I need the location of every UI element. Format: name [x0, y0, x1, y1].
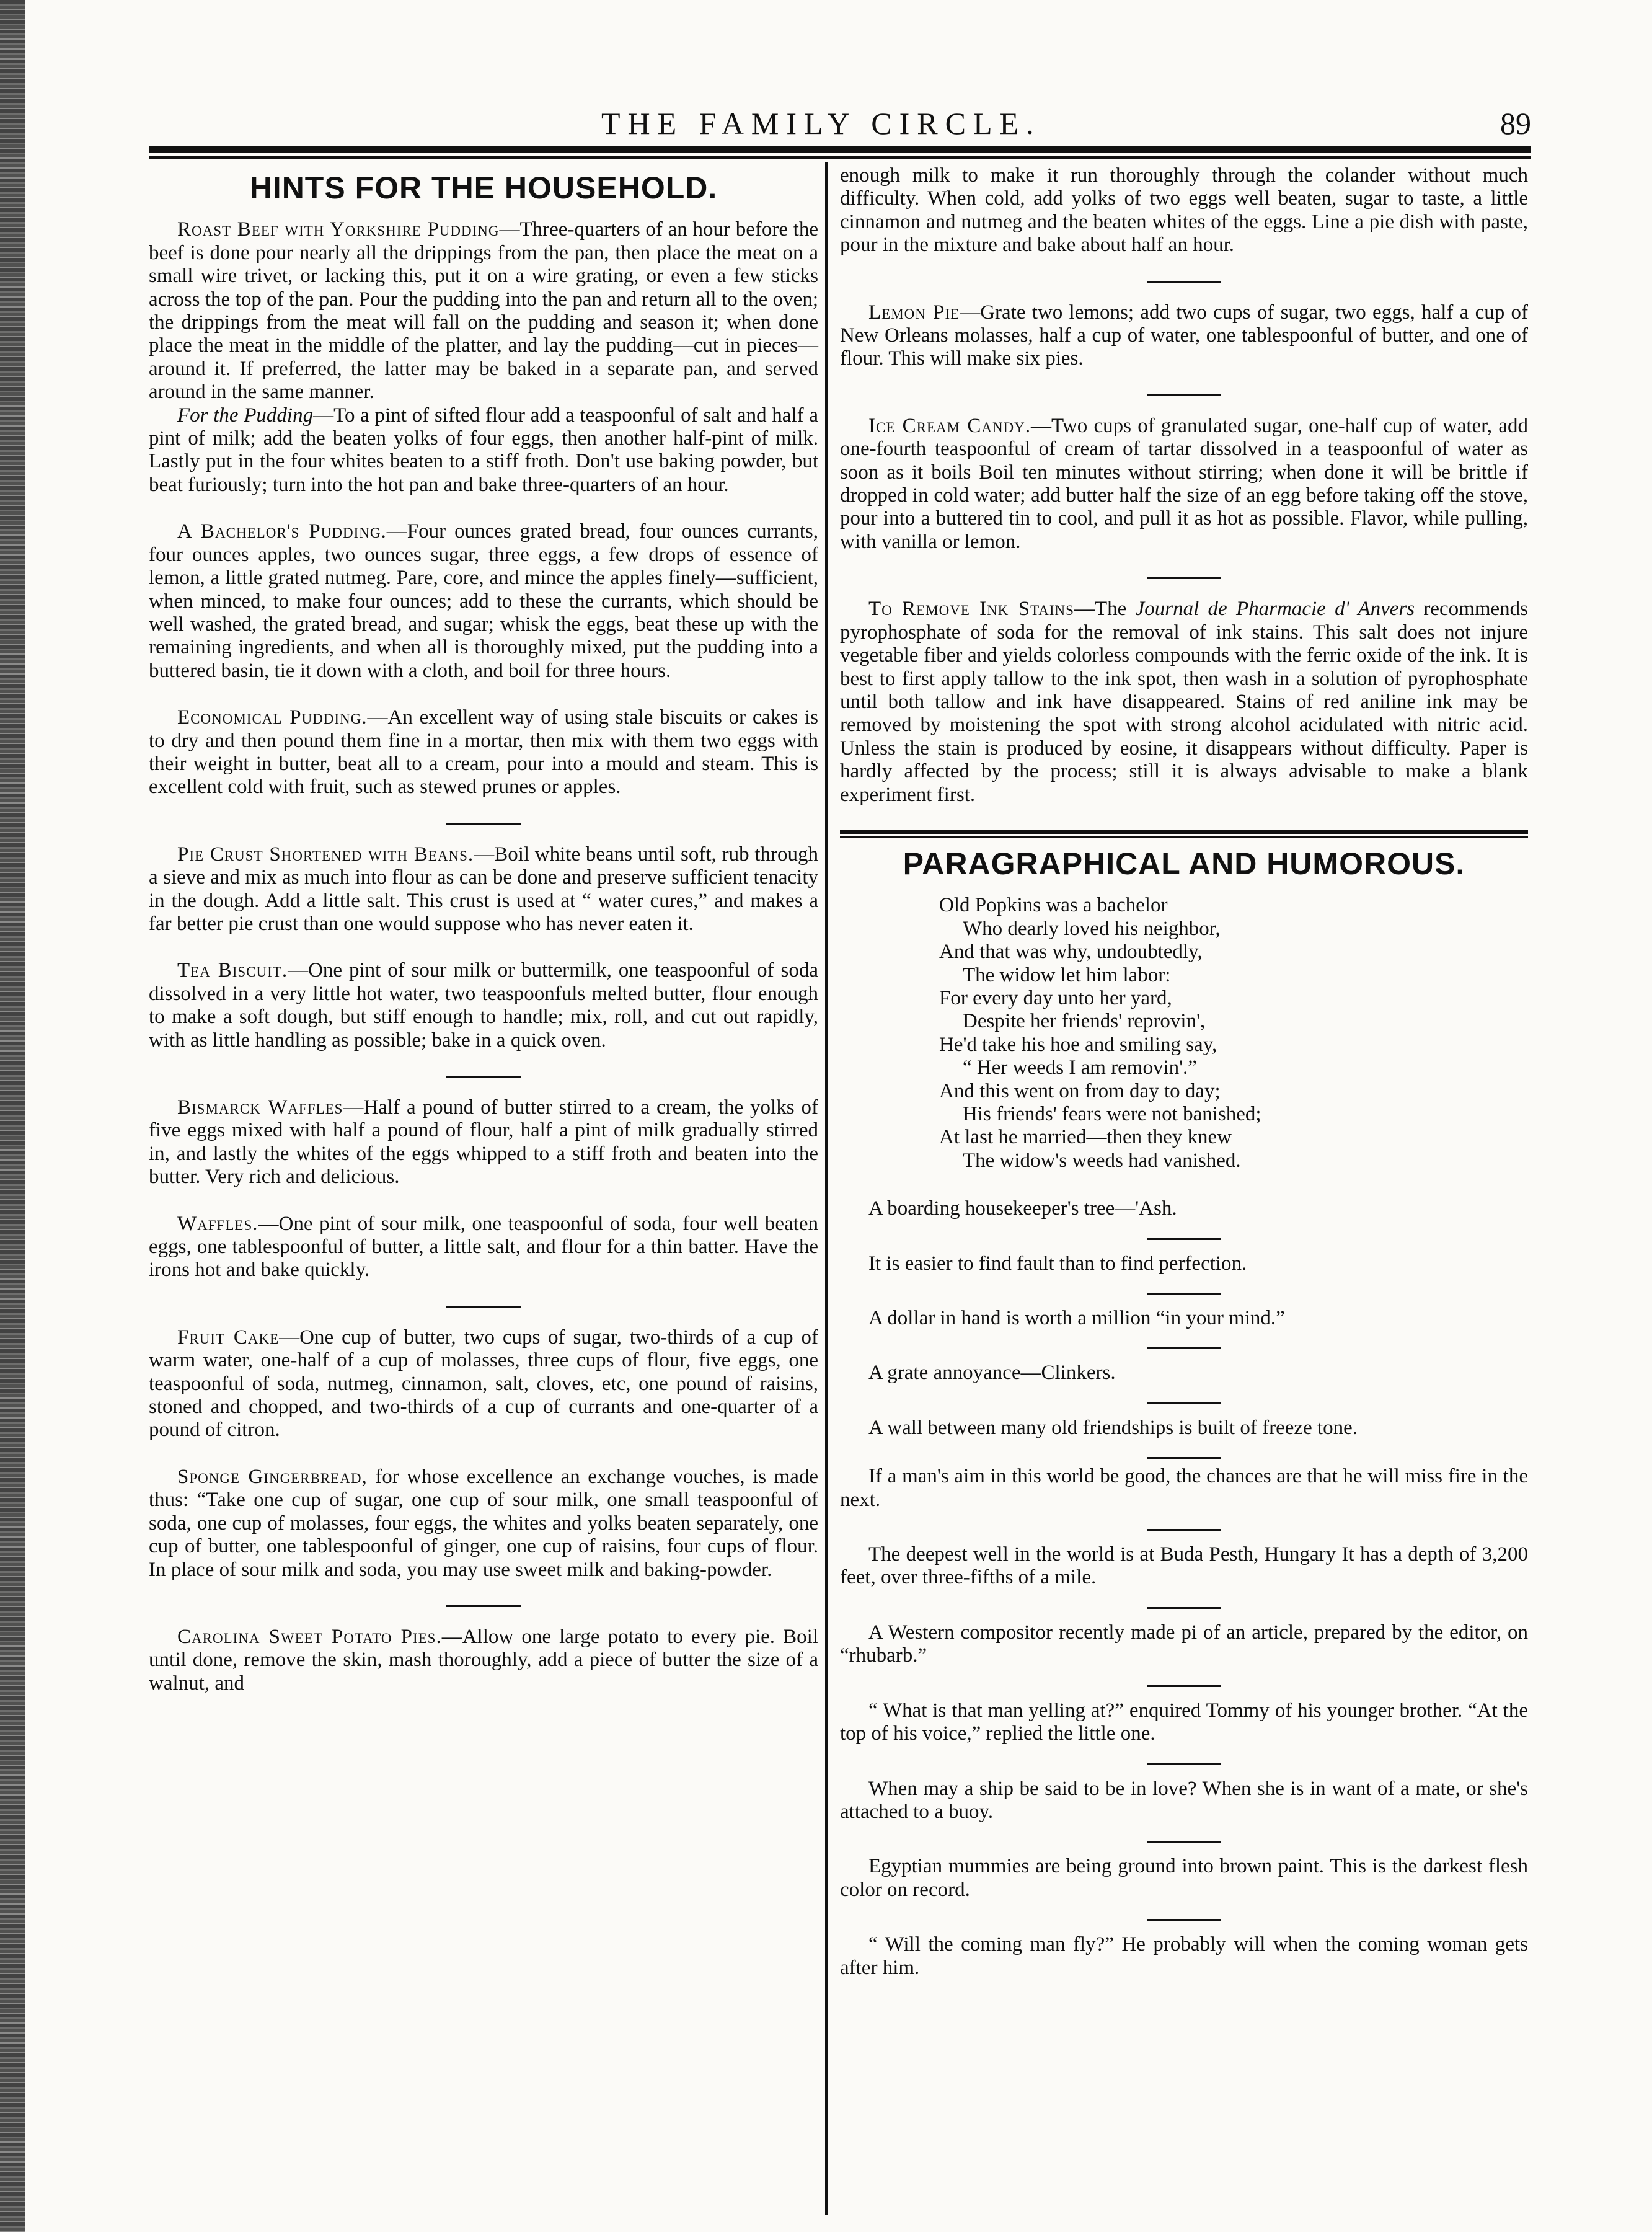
poem-line: “ Her weeds I am removin'.”	[963, 1056, 1197, 1079]
separator-rule	[1147, 1685, 1221, 1687]
recipe-entry	[840, 598, 1528, 807]
recipe-title: Ice Cream Candy.	[868, 414, 1031, 437]
poem-line: The widow's weeds had vanished.	[963, 1149, 1241, 1172]
joke-item: Egyptian mummies are being ground into brown paint. This is the darkest flesh color on record.	[840, 1855, 1528, 1901]
joke-item: It is easier to find fault than to find perfection.	[868, 1252, 1247, 1275]
joke-item: A grate annoyance—Clinkers.	[868, 1362, 1116, 1384]
poem-line: And this went on from day to day;	[939, 1079, 1221, 1102]
separator-rule	[446, 1605, 521, 1607]
header-rule	[149, 146, 1531, 153]
joke-item: A Western compositor recently made pi of an article, prepared by the editor, on “rhubarb.”	[840, 1621, 1528, 1667]
recipe-entry	[840, 301, 1528, 371]
recipe-entry	[149, 706, 818, 799]
continuation-text: enough milk to make it run thoroughly through the colander without much difficulty. When cold, add yolks of two eggs well beaten, sugar to taste, a little cinnamon and nutmeg and the beaten whites of the eggs. Line a pie dish with paste, pour in the mixture and bake about half an hour.	[840, 164, 1528, 257]
recipe-title: Bismarck Waffles	[177, 1096, 343, 1118]
column-divider	[825, 162, 828, 2215]
separator-rule	[1147, 1238, 1221, 1240]
joke-item: “ Will the coming man fly?” He probably will when the coming woman gets after him.	[840, 1933, 1528, 1979]
separator-rule	[1147, 1402, 1221, 1404]
joke-item: When may a ship be said to be in love? When she is in want of a mate, or she's attached to a buoy.	[840, 1777, 1528, 1823]
separator-rule	[446, 1076, 521, 1078]
separator-rule	[1147, 577, 1221, 579]
poem-line: Who dearly loved his neighbor,	[963, 917, 1221, 940]
separator-rule	[1147, 1607, 1221, 1609]
recipe-text: —One pint of sour milk or buttermilk, one teaspoonful of soda dissolved in a very little hot water, two teaspoonfuls melted butter, flour enough to make a soft dough, but stiff enough to handle; mix, roll, and cut out rapidly, with as little handling as possible; bake in a quick oven.	[149, 959, 819, 1052]
separator-rule	[1147, 1457, 1221, 1459]
header-rule-thin	[149, 156, 1531, 159]
recipe-continuation	[840, 164, 1528, 257]
section-title-humorous: PARAGRAPHICAL AND HUMOROUS.	[903, 846, 1465, 881]
separator-rule	[1147, 1919, 1221, 1921]
recipe-text-before: —The	[1074, 598, 1136, 621]
recipe-text: —Boil white beans until soft, rub through a sieve and mix as much into flour as can be done and preserve sufficient tenacity in the dough. Add a little salt. This crust is used at “ water cures,” and makes a far better pie crust than one would suppose who has never eaten it.	[149, 843, 818, 935]
recipe-text: —Grate two lemons; add two cups of sugar, two eggs, half a cup of New Orleans molasses, half a cup of water, one tablespoonful of butter, and one of flour. This will make six pies.	[840, 301, 1528, 370]
recipe-title: Sponge Gingerbread,	[177, 1465, 368, 1488]
section-rule-thin	[840, 836, 1528, 838]
recipe-text: —One pint of sour milk, one teaspoonful of soda, four well beaten eggs, one tablespoonful of butter, a little salt, and flour for a thin batter. Have the irons hot and bake quickly.	[149, 1212, 818, 1282]
recipe-entry	[149, 520, 818, 683]
poem-line: He'd take his hoe and smiling say,	[939, 1033, 1217, 1056]
recipe-title: Carolina Sweet Potato Pies.	[177, 1625, 442, 1648]
poem-line: Despite her friends' reprovin',	[963, 1010, 1206, 1033]
recipe-title: A Bachelor's Pudding.	[177, 520, 387, 543]
page-number: 89	[1500, 106, 1531, 141]
recipe-title: Economical Pudding.	[177, 706, 368, 729]
recipe-text: —Two cups of granulated sugar, one-half cup of water, add one-fourth teaspoonful of cream of tartar dissolved in a teaspoonful of water as soon as it boils Boil ten minutes without stirring; when done it will be brittle if dropped in cold water; add butter half the size of an egg before taking off the stove, pour into a buttered tin to cool, and pull it as hot as possible. Flavor, while pulling, with vanilla or lemon.	[840, 414, 1528, 553]
poem-line: For every day unto her yard,	[939, 986, 1172, 1009]
joke-item: A boarding housekeeper's tree—'Ash.	[868, 1197, 1177, 1220]
recipe-entry	[149, 218, 818, 497]
joke-item: If a man's aim in this world be good, the chances are that he will miss fire in the next.	[840, 1465, 1528, 1511]
recipe-text: —An excellent way of using stale biscuits or cakes is to dry and then pound them fine in a mortar, then mix with them two eggs with their weight in butter, beat all to a cream, pour into a mould and steam. This is excellent cold with fruit, such as stewed prunes or apples.	[149, 706, 819, 799]
right-column	[840, 164, 1528, 1997]
joke-item: A wall between many old friendships is built of freeze tone.	[868, 1416, 1358, 1439]
poem-line: Old Popkins was a bachelor	[939, 894, 1168, 917]
recipe-title: Fruit Cake	[177, 1326, 280, 1348]
recipe-title: Pie Crust Shortened with Beans.	[177, 843, 474, 866]
joke-item: The deepest well in the world is at Buda Pesth, Hungary It has a depth of 3,200 feet, over three-fifths of a mile.	[840, 1543, 1528, 1589]
poem-line: His friends' fears were not banished;	[963, 1103, 1261, 1125]
separator-rule	[1147, 1347, 1221, 1349]
running-title: THE FAMILY CIRCLE.	[601, 106, 1041, 141]
recipe-text: —Four ounces grated bread, four ounces currants, four ounces apples, two ounces sugar, three eggs, a few drops of essence of lemon, a little grated nutmeg. Pare, core, and mince the apples finely—sufficient, when minced, to make four ounces; add to these the currants, which should be well washed, the grated bread, and sugar; whisk the eggs, beat these up with the remaining ingredients, and when all is thoroughly mixed, put the pudding into a buttered basin, tie it down with a cloth, and boil for three hours.	[149, 520, 818, 682]
recipe-title: Tea Biscuit.	[177, 959, 288, 982]
journal-name: Journal de Pharmacie d' Anvers	[1135, 598, 1415, 621]
separator-rule	[1147, 394, 1221, 396]
separator-rule	[1147, 1529, 1221, 1531]
recipe-text: —One cup of butter, two cups of sugar, two-thirds of a cup of warm water, one-half of a cup of molasses, three cups of flour, five eggs, one teaspoonful of soda, nutmeg, cinnamon, salt, cloves, etc, one pound of raisins, stoned and chopped, and two-thirds of a cup of currants and one-quarter of a pound of citron.	[149, 1326, 818, 1442]
page-header	[149, 105, 1531, 143]
poem-line: At last he married—then they knew	[939, 1126, 1232, 1149]
separator-rule	[1147, 1763, 1221, 1765]
recipe-text: —Half a pound of butter stirred to a cream, the yolks of five eggs mixed with half a pound of flour, half a pint of milk gradually stirred in, and lastly the whites of the eggs whipped to a stiff froth and beaten into the butter. Very rich and delicious.	[149, 1096, 819, 1189]
recipe-subtitle: For the Pudding	[177, 404, 314, 427]
recipe-entry	[149, 959, 818, 1052]
poem-line: And that was why, undoubtedly,	[939, 941, 1203, 963]
left-column	[149, 164, 818, 1719]
recipe-text: for whose excellence an exchange vouches, is made thus: “Take one cup of sugar, one cup of sour milk, one small teaspoonful of soda, one cup of molasses, four eggs, the whites and yolks beaten separately, one cup of butter, one tablespoonful of ginger, one cup of raisins, four cups of flour. In place of sour milk and soda, you may use sweet milk and baking-powder.	[149, 1465, 818, 1581]
recipe-entry	[149, 1096, 818, 1189]
poem-line: The widow let him labor:	[963, 963, 1171, 986]
recipe-title: Waffles.	[177, 1212, 258, 1235]
recipe-entry	[840, 415, 1528, 554]
separator-rule	[1147, 1841, 1221, 1843]
recipe-entry	[149, 1626, 818, 1695]
separator-rule	[1147, 281, 1221, 283]
joke-item: A dollar in hand is worth a million “in your mind.”	[868, 1307, 1285, 1330]
separator-rule	[446, 1306, 521, 1308]
page-binding-edge	[0, 0, 25, 2232]
recipe-subtext: —To a pint of sifted flour add a teaspoonful of salt and half a pint of milk; add the beaten yolks of four eggs, then another half-pint of milk. Lastly put in the four whites beaten to a stiff froth. Don't use baking powder, but beat furiously; turn into the hot pan and bake three-quarters of an hour.	[149, 404, 818, 496]
separator-rule	[446, 823, 521, 825]
joke-item: “ What is that man yelling at?” enquired Tommy of his younger brother. “At the top of his voice,” replied the little one.	[840, 1699, 1528, 1745]
recipe-text: —Allow one large potato to every pie. Boil until done, remove the skin, mash thoroughly, add a piece of butter the size of a walnut, and	[149, 1625, 818, 1694]
recipe-entry	[149, 843, 818, 936]
recipe-text: —Three-quarters of an hour before the beef is done pour nearly all the drippings from the pan, then place the meat on a small wire trivet, or lacking this, put it on a wire grating, or even a few sticks across the top of the pan. Pour the pudding into the pan and return all to the oven; the drippings from the meat will fall on the pudding and season it; when done place the meat in the middle of the platter, and lay the pudding—cut in pieces—around it. If preferred, the latter may be baked in a separate pan, and served around in the same manner.	[149, 218, 818, 404]
recipe-text: recommends pyrophosphate of soda for the removal of ink stains. This salt does not injure vegetable fiber and yields colorless compounds with the ferric oxide of the ink. It is best to first apply tallow to the ink spot, then wash in a solution of pyrophosphate until both tallow and ink have disappeared. Stains of red aniline ink may be removed by moistening the spot with strong alcohol acidulated with nitric acid. Unless the stain is produced by eosine, it disappears without difficulty. Paper is hardly affected by the process; still it is always advisable to make a blank experiment first.	[840, 598, 1528, 806]
recipe-title: Roast Beef with Yorkshire Pudding	[177, 218, 500, 241]
recipe-entry	[149, 1213, 818, 1282]
separator-rule	[1147, 1293, 1221, 1295]
poem	[939, 894, 1528, 1172]
section-title-household: HINTS FOR THE HOUSEHOLD.	[249, 170, 718, 205]
recipe-entry	[149, 1326, 818, 1442]
section-rule	[840, 830, 1528, 834]
recipe-entry	[149, 1466, 818, 1582]
recipe-title: To Remove Ink Stains	[868, 598, 1074, 621]
recipe-title: Lemon Pie	[868, 301, 960, 324]
